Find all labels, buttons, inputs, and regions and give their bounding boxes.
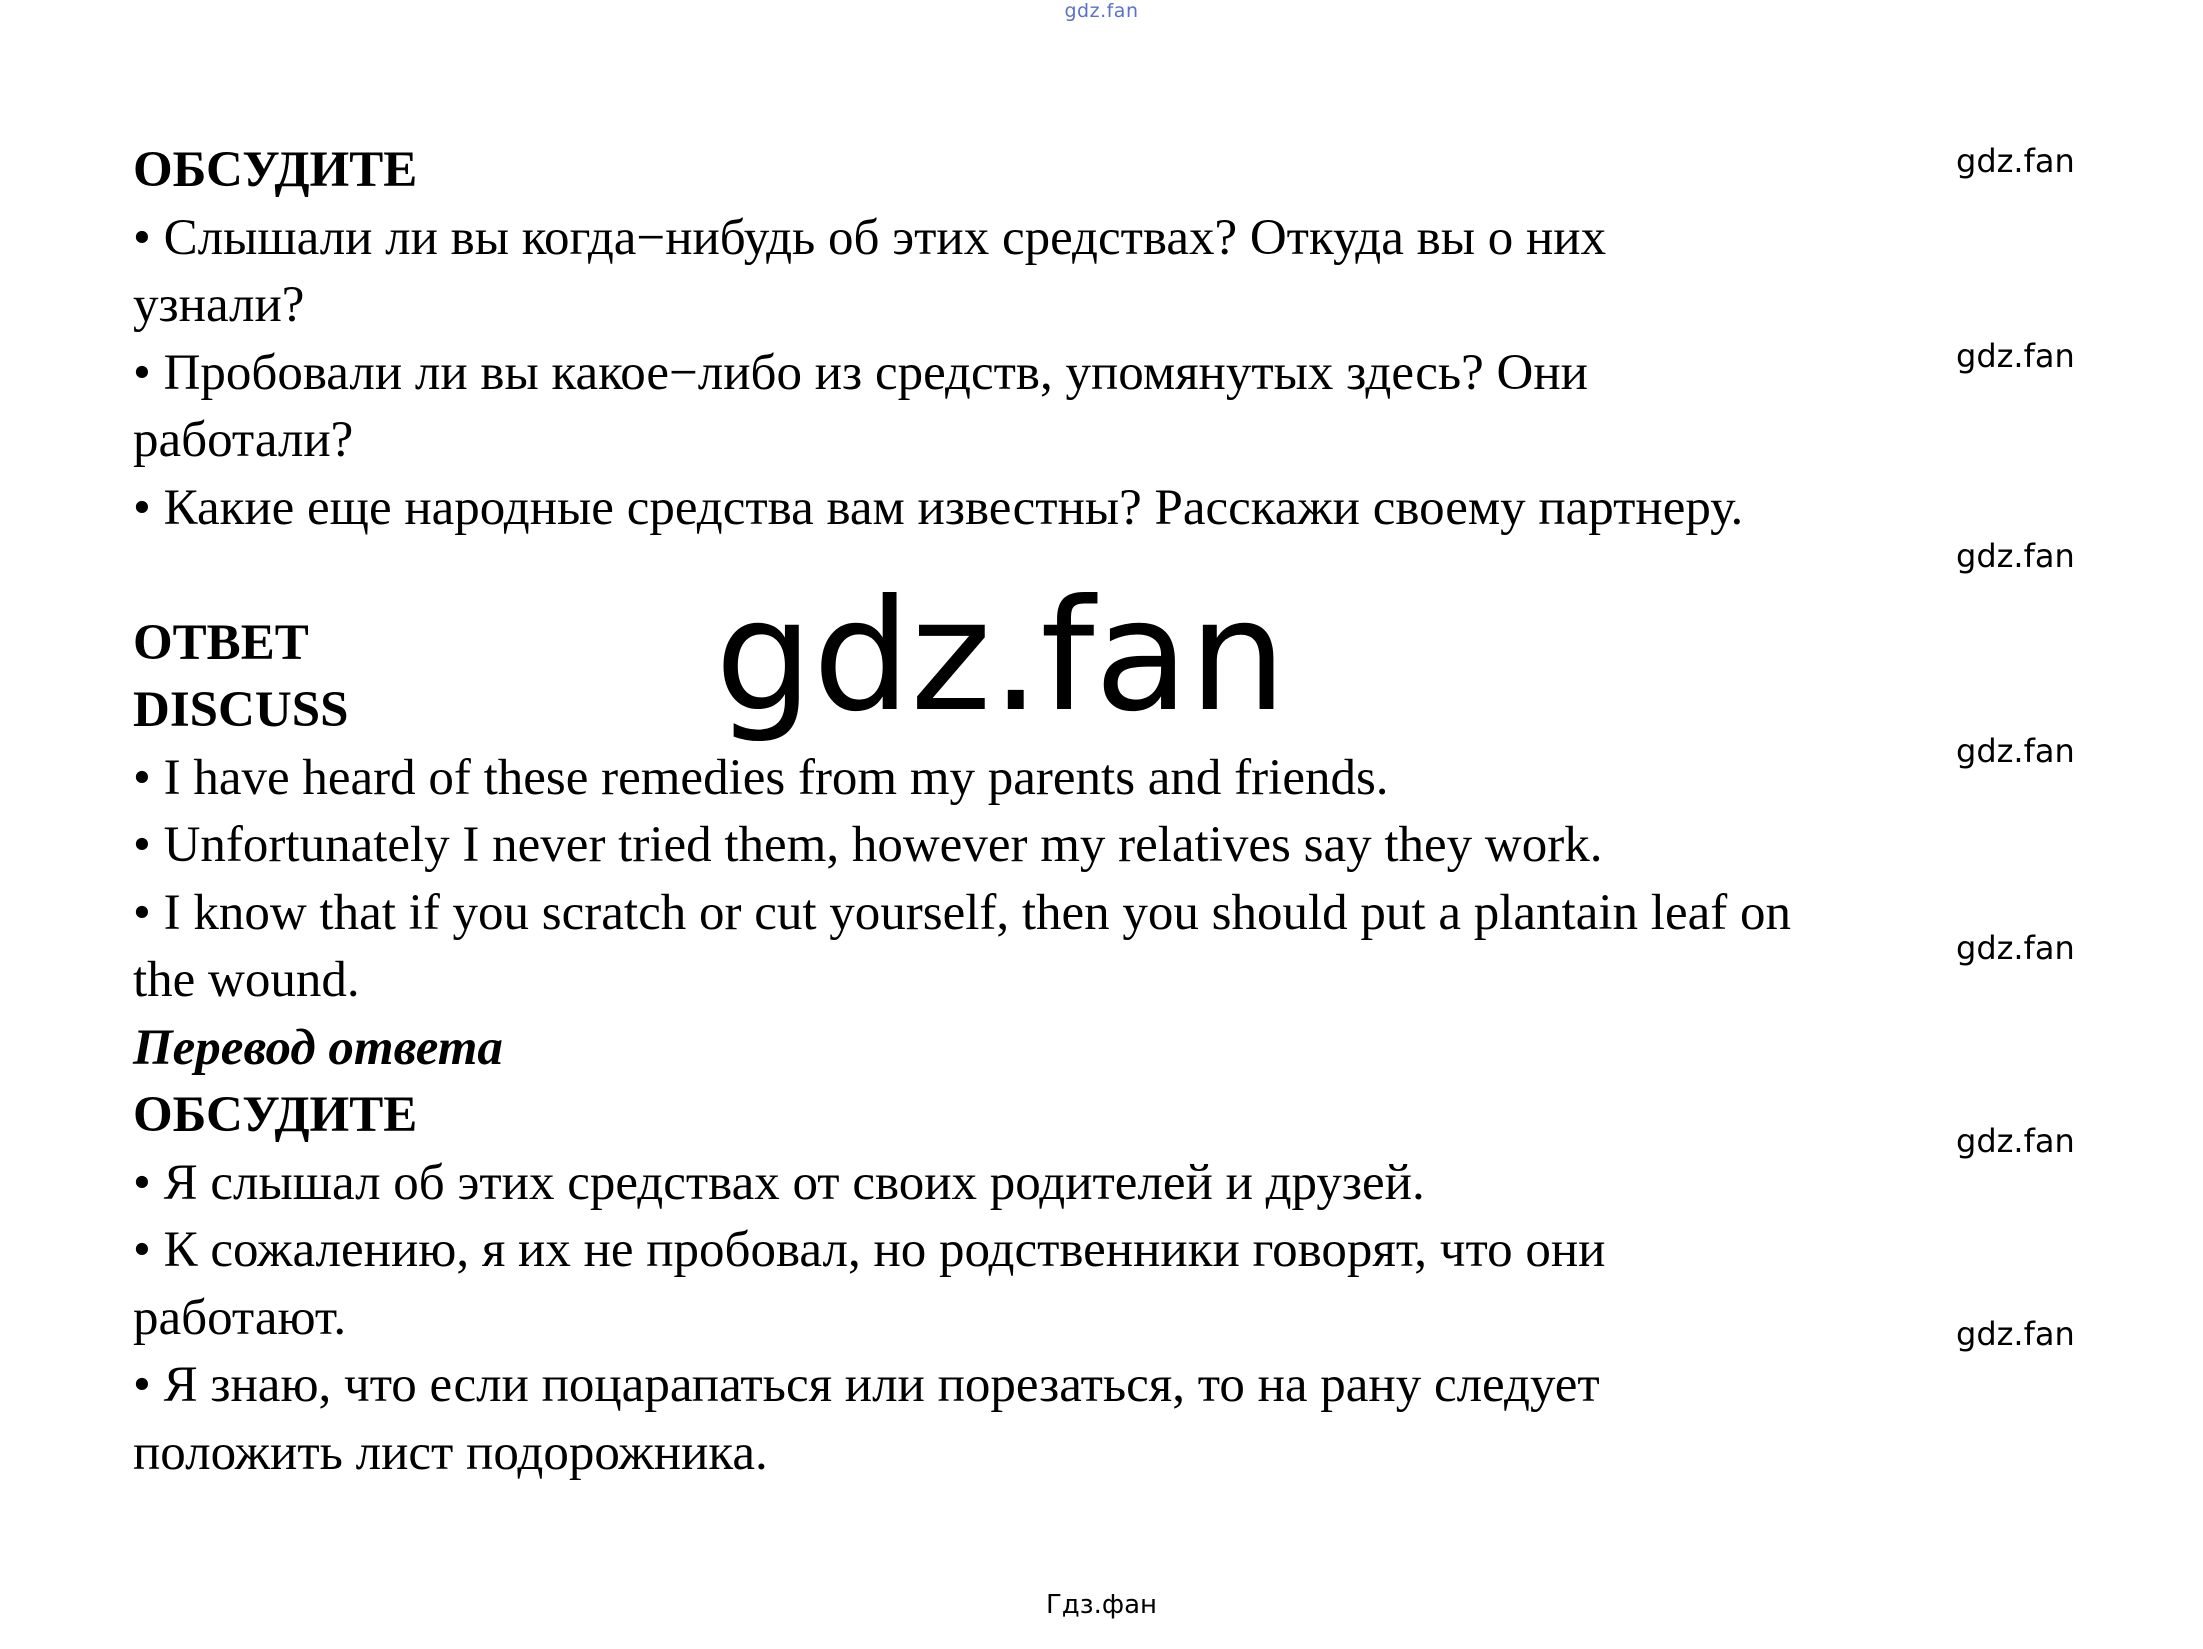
document-body [133,137,2133,1487]
side-watermark: gdz.fan [1956,337,2075,375]
translation-line: • К сожалению, я их не пробовал, но родственники говорят, что они [133,1222,1606,1278]
translation-heading: Перевод ответа [133,1019,503,1076]
answer-heading: ОТВЕТ [133,614,309,671]
translation-line: работают. [133,1289,347,1346]
top-watermark: gdz.fan [1064,0,1139,22]
task-heading: ОБСУДИТЕ [133,142,418,198]
side-watermark: gdz.fan [1956,142,2075,180]
translation-line: • Я знаю, что если поцарапаться или порезаться, то на рану следует [133,1357,1600,1413]
answer-line: • I have heard of these remedies from my parents and friends. [133,749,1389,806]
task-line: • Пробовали ли вы какое−либо из средств, упомянутых здесь? Они [133,344,1588,401]
answer-line: • Unfortunately I never tried them, however my relatives say they work. [133,817,1603,873]
bottom-watermark: Гдз.фан [1045,1590,1158,1620]
task-line: узнали? [133,277,305,333]
center-watermark: gdz.fan [715,567,1287,746]
task-line: • Какие еще народные средства вам известны? Расскажи своему партнеру. [133,479,1744,536]
translation-subheading: ОБСУДИТЕ [133,1087,418,1143]
side-watermark: gdz.fan [1956,537,2075,575]
side-watermark: gdz.fan [1956,929,2075,967]
translation-line: положить лист подорожника. [133,1424,768,1481]
answer-line: • I know that if you scratch or cut yourself, then you should put a plantain leaf on [133,884,1791,941]
answer-line: the wound. [133,952,360,1008]
translation-line: • Я слышал об этих средствах от своих родителей и друзей. [133,1154,1425,1211]
task-line: работали? [133,412,354,468]
side-watermark: gdz.fan [1956,1315,2075,1353]
answer-subheading: DISCUSS [133,682,349,738]
side-watermark: gdz.fan [1956,1122,2075,1160]
task-line: • Слышали ли вы когда−нибудь об этих средствах? Откуда вы о них [133,209,1607,266]
side-watermark: gdz.fan [1956,732,2075,770]
